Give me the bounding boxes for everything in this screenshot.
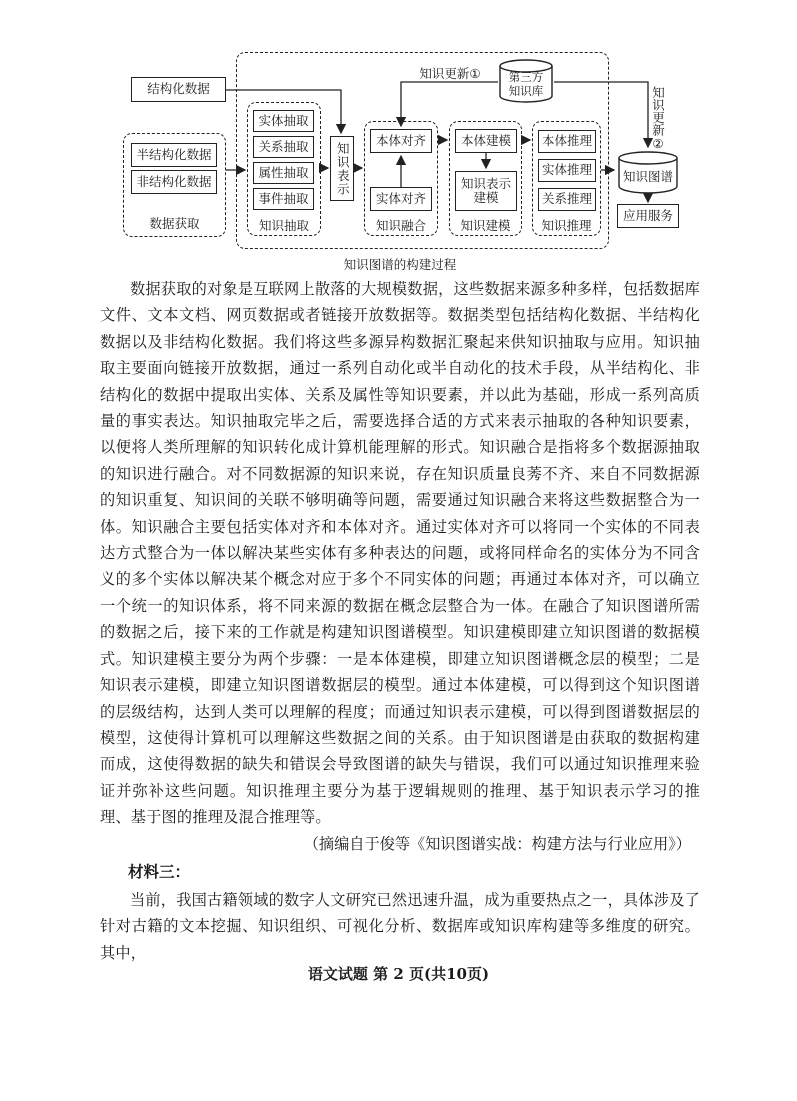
structured-data-box: 结构化数据 <box>131 77 226 102</box>
extraction-item-relation: 关系抽取 <box>253 136 314 158</box>
knowledge-extraction-label: 知识抽取 <box>258 218 309 233</box>
diagram-caption: 知识图谱的构建过程 <box>343 257 457 272</box>
knowledge-fusion-label: 知识融合 <box>375 218 426 233</box>
extraction-item-event: 事件抽取 <box>253 188 314 210</box>
repr-modeling-box <box>455 171 517 211</box>
reasoning-item-entity: 实体推理 <box>538 159 596 182</box>
data-acquisition-label: 数据获取 <box>149 216 200 231</box>
material-3-heading: 材料三： <box>128 862 191 881</box>
unstructured-data-box: 非结构化数据 <box>131 170 217 194</box>
knowledge-representation-label: 知识表示 <box>335 141 351 196</box>
knowledge-modeling-label: 知识建模 <box>460 218 511 233</box>
entity-alignment-box: 实体对齐 <box>370 187 432 211</box>
knowledge-update-2-text: 知识更新② <box>650 86 666 151</box>
ontology-modeling-box: 本体建模 <box>455 129 517 153</box>
knowledge-reasoning-label: 知识推理 <box>541 218 592 233</box>
reasoning-item-ontology: 本体推理 <box>538 130 596 153</box>
reasoning-item-relation: 关系推理 <box>538 188 596 211</box>
knowledge-representation-box <box>330 136 354 201</box>
body-paragraph-2: 当前，我国古籍领域的数字人文研究已然迅速升温，成为重要热点之一，具体涉及了针对古籍的文本挖掘、知识组织、可视化分析、数据库或知识库构建等多维度的研究。其中， <box>100 891 700 962</box>
repr-modeling-label: 知识表示建模 <box>460 175 511 205</box>
third-party-kb-label: 第三方知识库 <box>508 70 544 98</box>
knowledge-update-1-label: 知识更新① <box>419 66 481 81</box>
ontology-alignment-box: 本体对齐 <box>370 129 432 153</box>
body-paragraph-1: 数据获取的对象是互联网上散落的大规模数据，这些数据来源多种多样，包括数据库文件、文本文档、网页数据或者链接开放数据等。数据类型包括结构化数据、半结构化数据以及非结构化数据。我们将这些多源异构数据汇聚起来供知识抽取与应用。知识抽取主要面向链接开放数据，通过一系列自动化或半自动化的技术手段，从半结构化、非结构化的数据中提取出实体、关系及属性等知识要素，并以此为基础，形成一系列高质量的事实表达。知识抽取完毕之后，需要选择合适的方式来表示抽取的各种知识要素，以便将人类所理解的知识转化成计算机能理解的形式。知识融合是指将多个数据源抽取的知识进行融合。对不同数据源的知识来说，存在知识质量良莠不齐、来自不同数据源的知识重复、知识间的关联不够明确等问题，需要通过知识融合来将这些数据整合为一体。知识融合主要包括实体对齐和本体对齐。通过实体对齐可以将同一个实体的不同表达方式整合为一体以解决某些实体有多种表达的问题，或将同样命名的实体分为不同含义的多个实体以解决某个概念对应于多个不同实体的问题；再通过本体对齐，可以确立一个统一的知识体系，将不同来源的数据在概念层整合为一体。在融合了知识图谱所需的数据之后，接下来的工作就是构建知识图谱模型。知识建模即建立知识图谱的数据模式。知识建模主要分为两个步骤：一是本体建模，即建立知识图谱概念层的模型；二是知识表示建模，即建立知识图谱数据层的模型。通过本体建模，可以得到这个知识图谱的层级结构，达到人类可以理解的程度；而通过知识表示建模，可以得到图谱数据层的模型，这使得计算机可以理解这些数据之间的关系。由于知识图谱是由获取的数据构建而成，这使得数据的缺失和错误会导致图谱的缺失与错误，我们可以通过知识推理来验证并弥补这些问题。知识推理主要分为基于逻辑规则的推理、基于知识表示学习的推理、基于图的推理及混合推理等。 <box>100 280 700 827</box>
extraction-item-entity: 实体抽取 <box>253 110 314 132</box>
knowledge-graph-label: 知识图谱 <box>622 169 673 184</box>
semi-structured-data-box: 半结构化数据 <box>131 143 217 167</box>
extraction-item-attribute: 属性抽取 <box>253 162 314 184</box>
citation: （摘编自于俊等《知识图谱实战：构建方法与行业应用》） <box>303 835 691 853</box>
knowledge-update-2-label <box>650 86 666 153</box>
application-service-box: 应用服务 <box>617 204 679 228</box>
page-footer: 语文试题 第 2 页(共10页) <box>307 965 490 983</box>
